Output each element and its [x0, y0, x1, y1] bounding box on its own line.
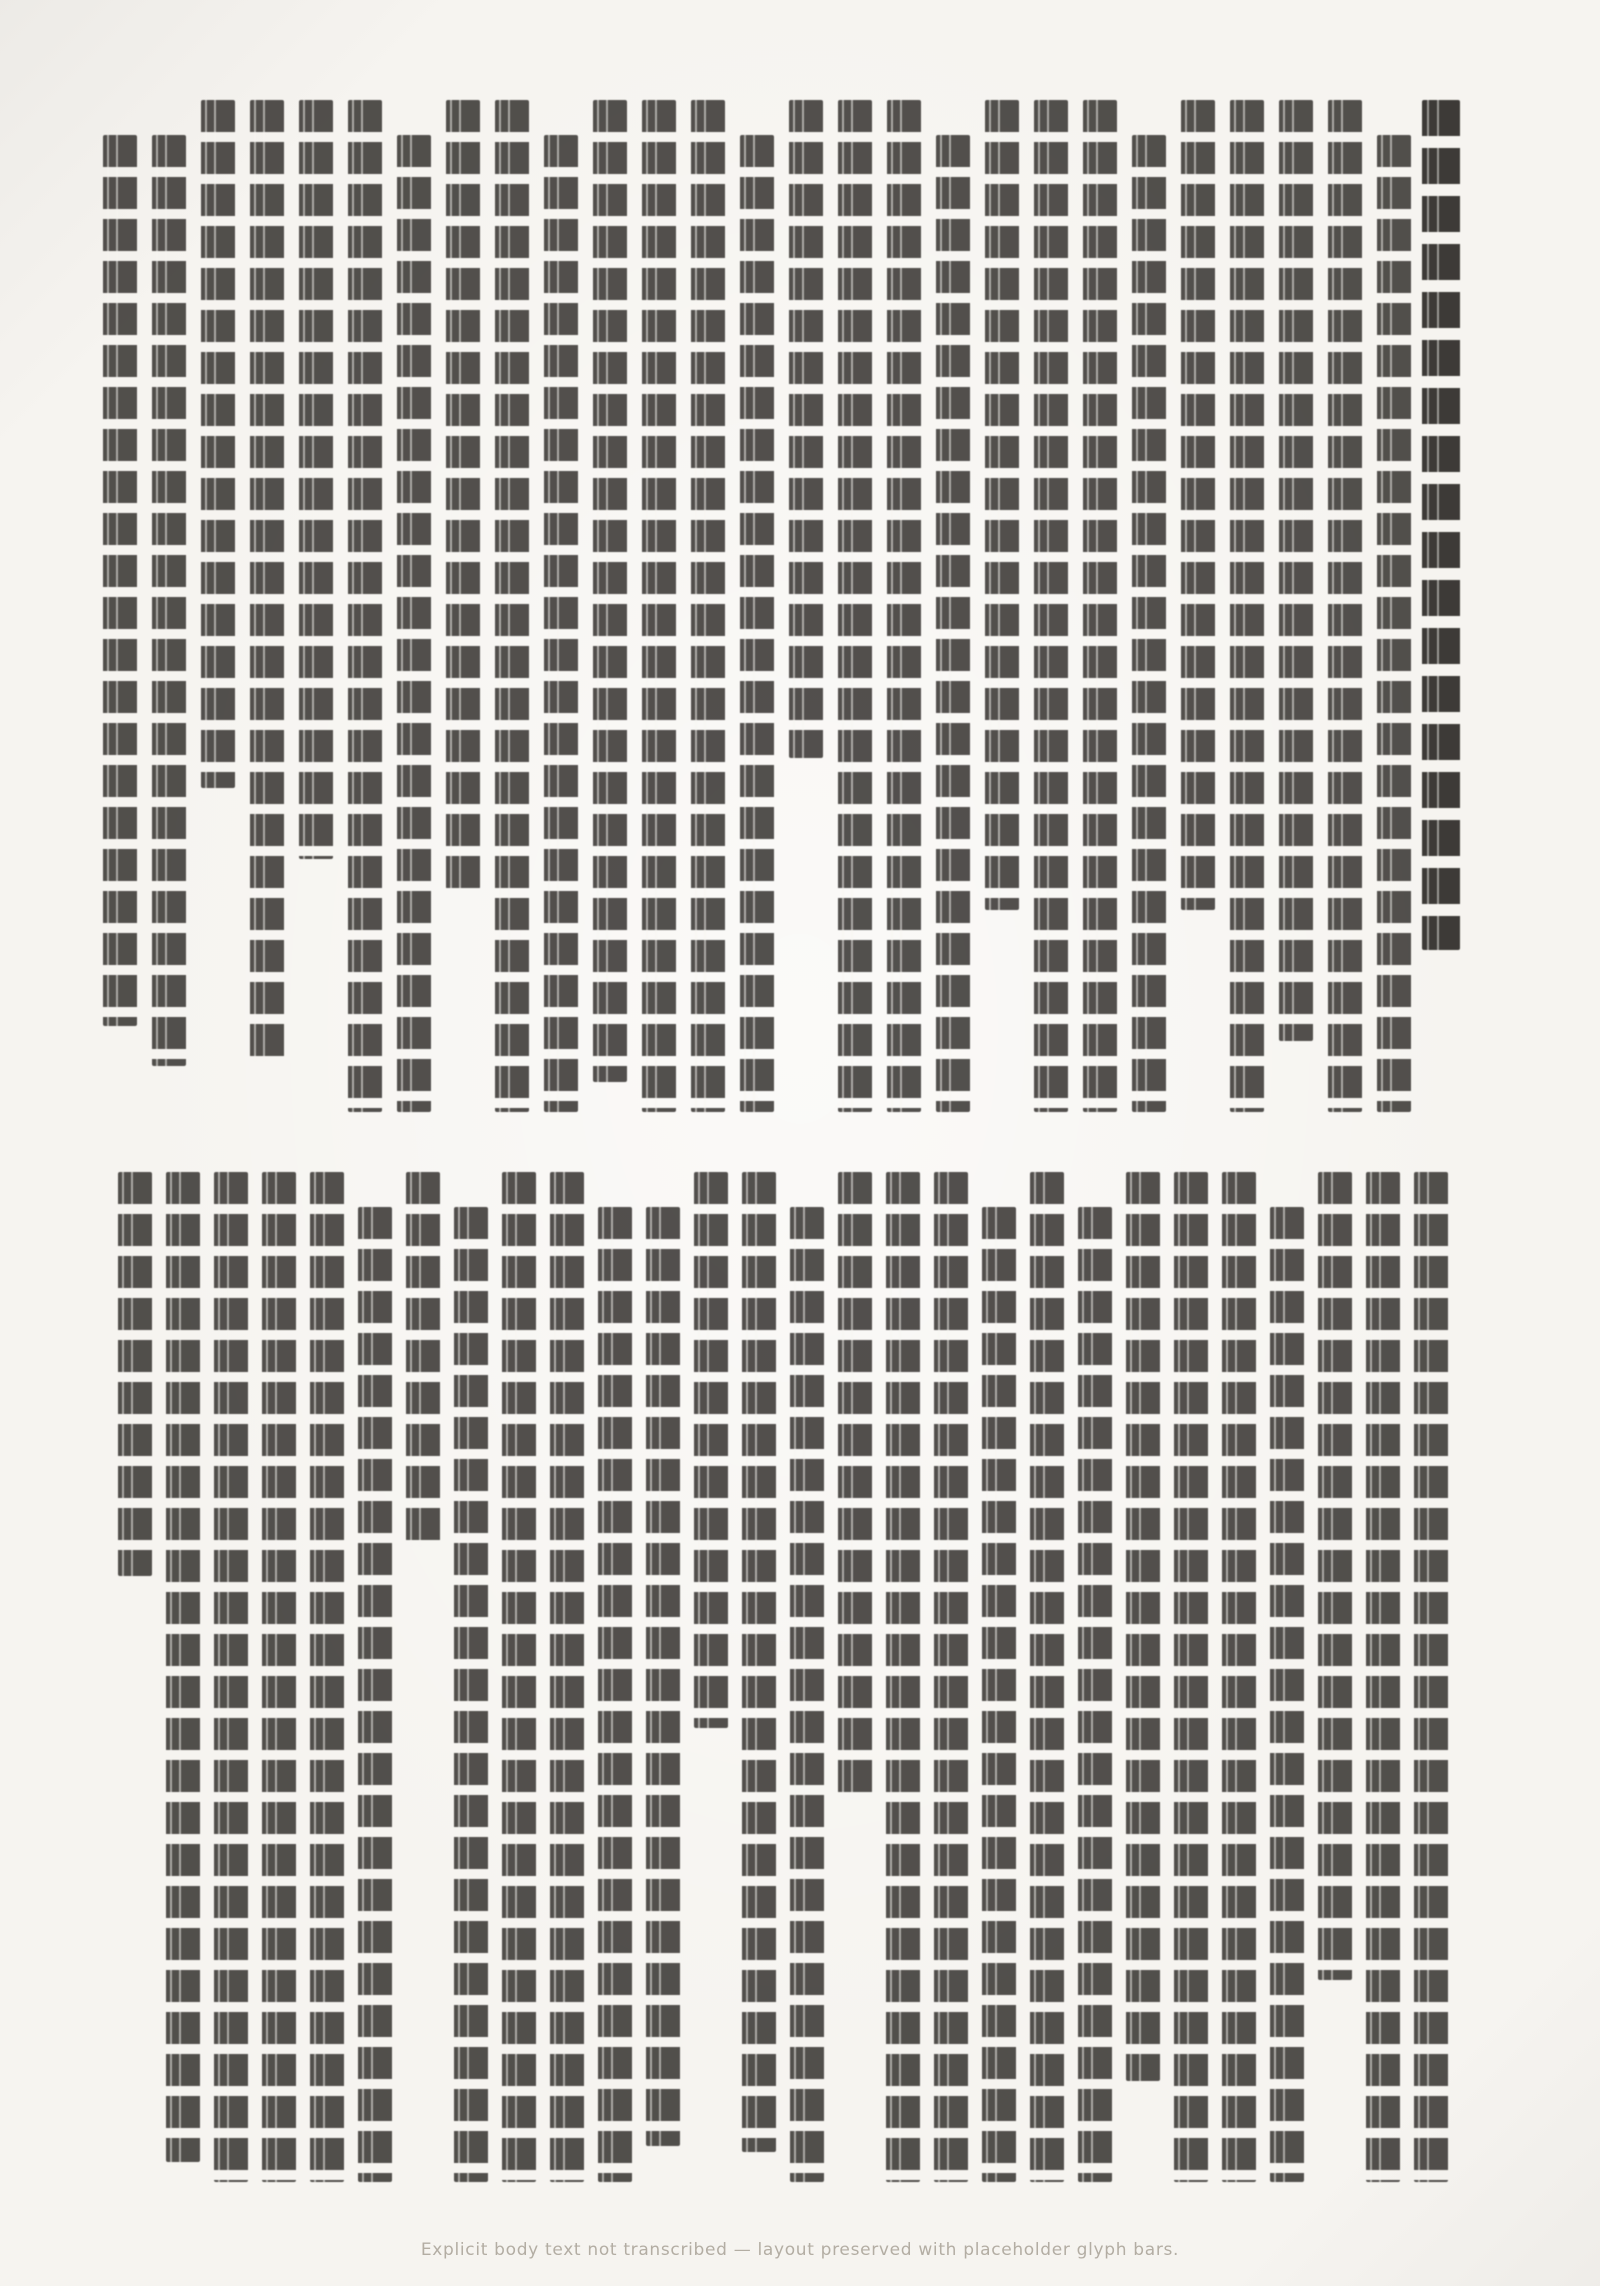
text-placeholder-column	[982, 1207, 1016, 2182]
text-placeholder-column	[406, 1172, 440, 1546]
redaction-notice-text: Explicit body text not transcribed — layout preserved with placeholder glyph bars.	[420, 2240, 1180, 2260]
text-placeholder-column	[1222, 1172, 1256, 2182]
text-placeholder-column	[790, 1207, 824, 2182]
text-placeholder-column	[118, 1172, 152, 1576]
text-placeholder-column	[1366, 1172, 1400, 2182]
text-placeholder-column	[598, 1207, 632, 2182]
text-placeholder-column	[838, 1172, 872, 1798]
text-placeholder-column	[934, 1172, 968, 2182]
text-placeholder-column	[646, 1207, 680, 2146]
text-placeholder-column	[1414, 1172, 1448, 2182]
text-placeholder-column	[1318, 1172, 1352, 1980]
text-placeholder-column	[1174, 1172, 1208, 2182]
text-placeholder-column	[1078, 1207, 1112, 2182]
text-placeholder-column	[502, 1172, 536, 2182]
text-placeholder-column	[1126, 1172, 1160, 2081]
text-placeholder-column	[262, 1172, 296, 2182]
text-placeholder-column	[214, 1172, 248, 2182]
text-placeholder-column	[358, 1207, 392, 2182]
redaction-notice	[0, 2240, 1600, 2260]
text-placeholder-column	[694, 1172, 728, 1728]
text-placeholder-column	[742, 1172, 776, 2152]
text-placeholder-column	[550, 1172, 584, 2182]
text-placeholder-column	[886, 1172, 920, 2182]
text-placeholder-column	[166, 1172, 200, 2162]
text-placeholder-column	[454, 1207, 488, 2182]
text-placeholder-column	[1030, 1172, 1064, 2182]
text-placeholder-column	[310, 1172, 344, 2182]
text-placeholder-column	[1270, 1207, 1304, 2182]
